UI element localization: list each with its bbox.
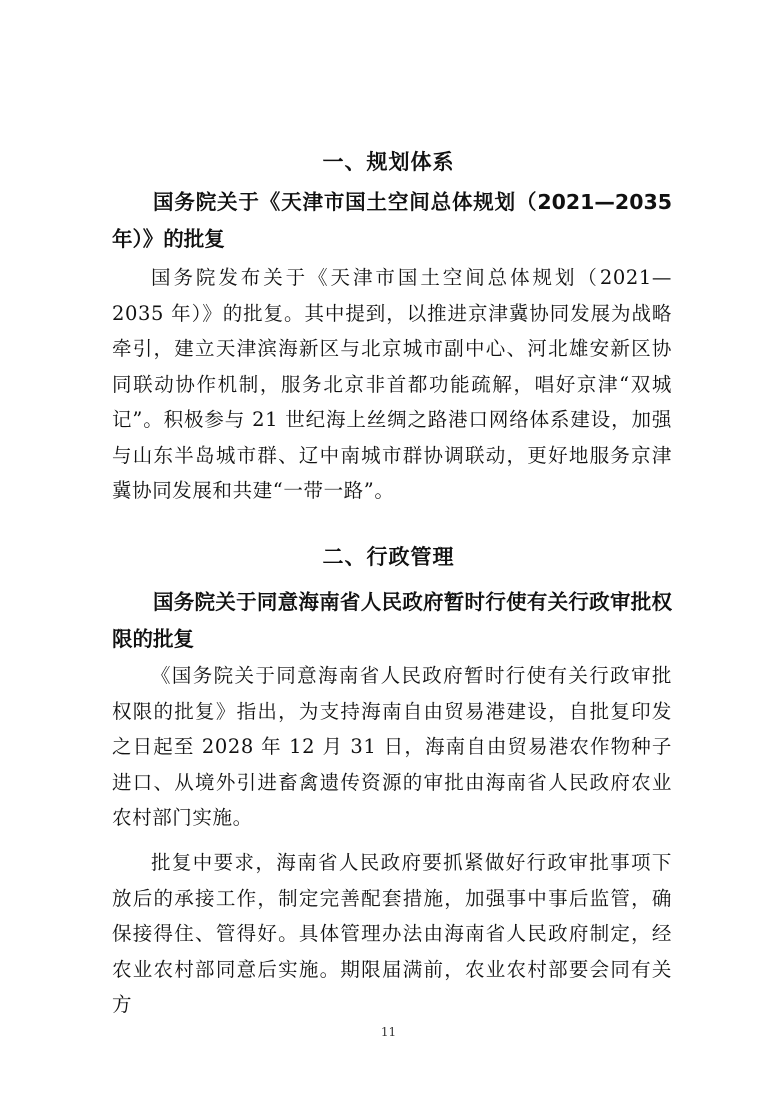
section-heading-planning-system: 一、规划体系 <box>322 150 455 174</box>
paragraph-tianjin-plan-summary: 国务院发布关于《天津市国土空间总体规划（2021—2035 年）》的批复。其中提到，以推进京津冀协同发展为战略牵引，建立天津滨海新区与北京城市副中心、河北雄安新区协同联动协作机制，服务北京非首都功能疏解，唱好京津“双城记”。积极参与 21 世纪海上丝绸之路港口网络体系建设，加强与山东半岛城市群、辽中南城市群协调联动，更好地服务京津冀协同发展和共建“一带一路”。 <box>112 266 672 502</box>
article-title-tianjin-plan-approval: 国务院关于《天津市国土空间总体规划（2021—2035 年）》的批复 <box>112 190 672 251</box>
article-title-hainan-approval: 国务院关于同意海南省人民政府暂时行使有关行政审批权限的批复 <box>112 590 672 651</box>
page-number: 11 <box>380 1025 397 1039</box>
paragraph-hainan-approval-requirements: 批复中要求，海南省人民政府要抓紧做好行政审批事项下放后的承接工作，制定完善配套措施，加强事中事后监管，确保接得住、管得好。具体管理办法由海南省人民政府制定，经农业农村部同意后实施。期限届满前，农业农村部要会同有关方 <box>112 851 672 1016</box>
section-heading-administrative-management: 二、行政管理 <box>322 545 455 569</box>
paragraph-hainan-approval-summary: 《国务院关于同意海南省人民政府暂时行使有关行政审批权限的批复》指出，为支持海南自由贸易港建设，自批复印发之日起至 2028 年 12 月 31 日，海南自由贸易港农作物种子进口、从境外引进畜禽遗传资源的审批由海南省人民政府农业农村部门实施。 <box>112 664 672 829</box>
